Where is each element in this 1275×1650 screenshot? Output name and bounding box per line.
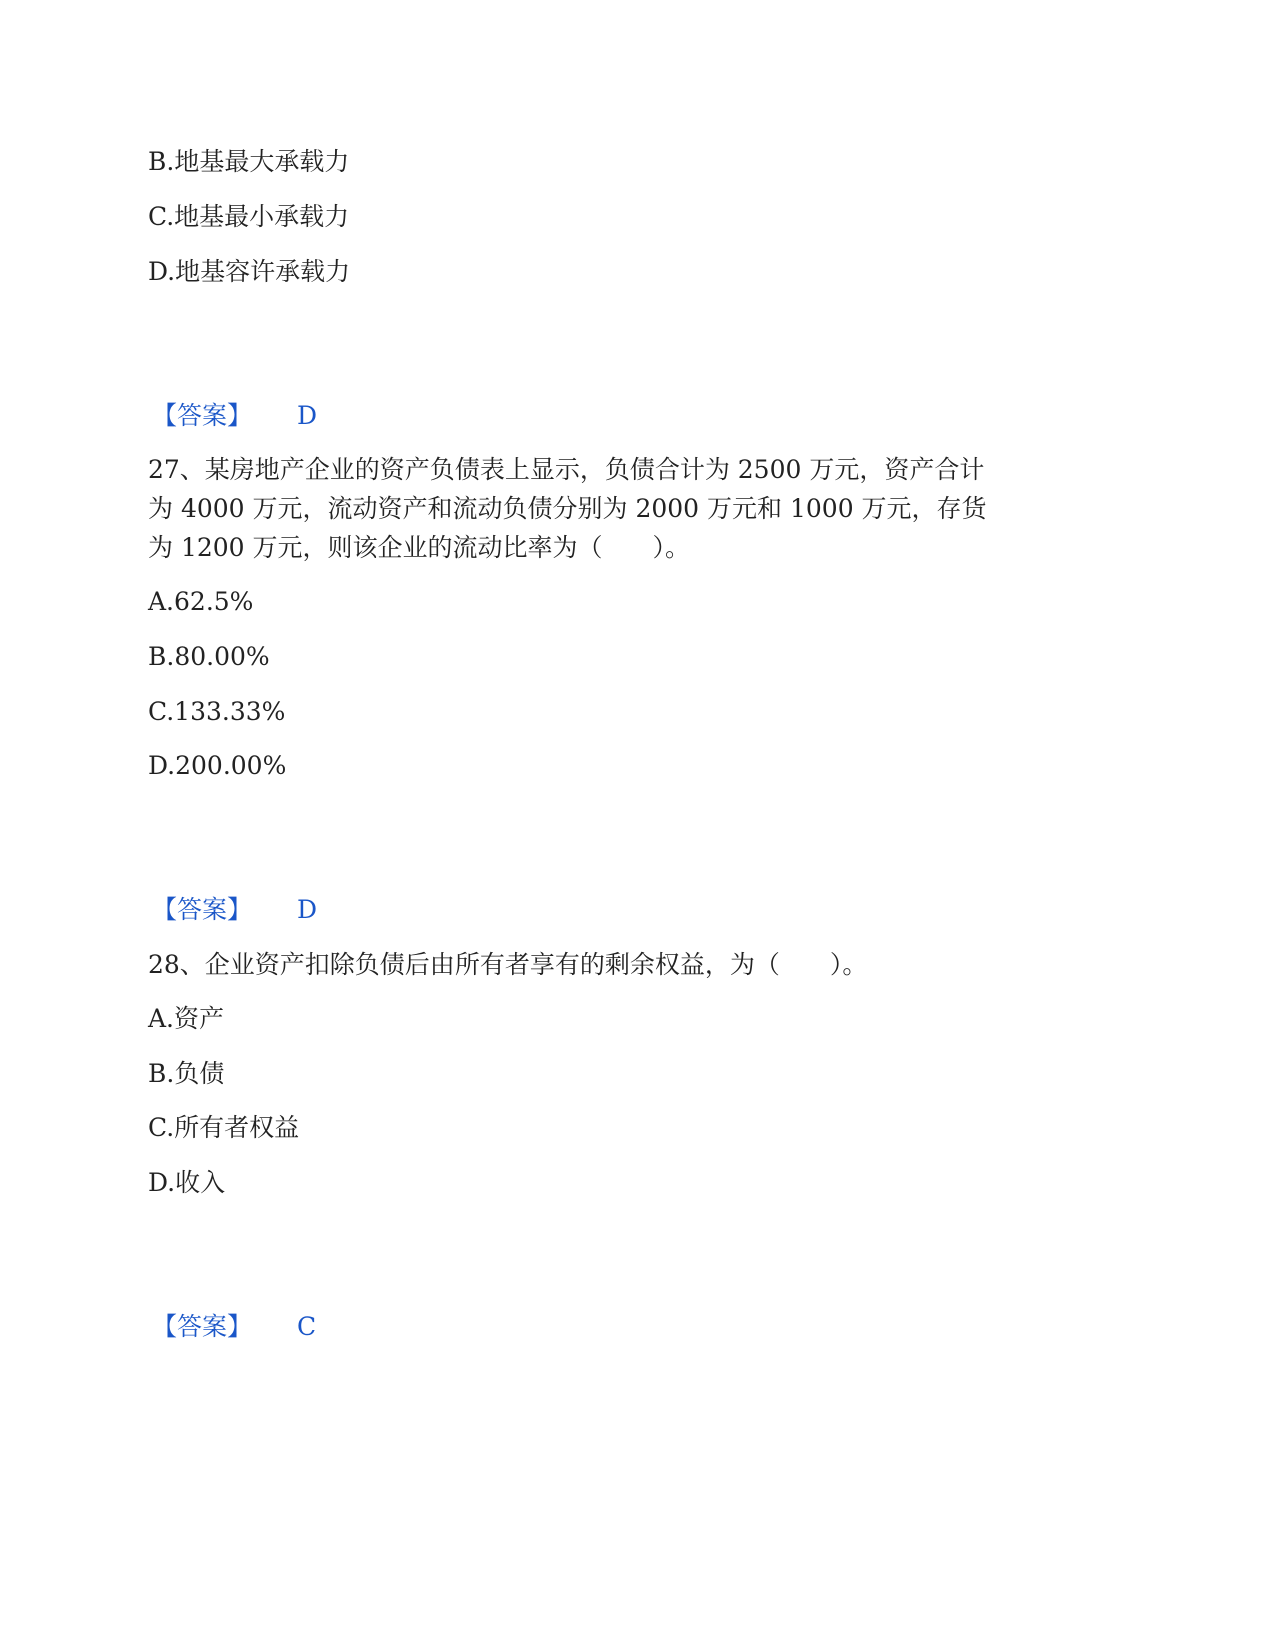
q26-option-d: D.地基容许承载力	[148, 257, 351, 286]
q27-option-b: B.80.00%	[148, 642, 270, 671]
q28-option-b: B.负债	[148, 1059, 225, 1088]
q27-answer	[152, 895, 318, 924]
q28-answer	[152, 1312, 317, 1341]
q26-option-b: B.地基最大承载力	[148, 147, 350, 176]
q27-stem-line-2: 为 4000 万元，流动资产和流动负债分别为 2000 万元和 1000 万元，存货	[148, 494, 987, 523]
answer-label: 【答案】	[152, 895, 253, 924]
q28-option-c: C.所有者权益	[148, 1113, 300, 1142]
q28-option-a: A.资产	[148, 1004, 225, 1033]
answer-label: 【答案】	[152, 1312, 253, 1341]
answer-label: 【答案】	[152, 401, 253, 430]
q27-option-a: A.62.5%	[148, 587, 254, 616]
q26-option-c: C.地基最小承载力	[148, 202, 350, 231]
answer-value: D	[297, 401, 318, 430]
q27-option-c: C.133.33%	[148, 697, 286, 726]
q27-option-d: D.200.00%	[148, 751, 287, 780]
q28-option-d: D.收入	[148, 1168, 226, 1197]
q27-stem-line-1: 27、某房地产企业的资产负债表上显示，负债合计为 2500 万元，资产合计	[148, 455, 985, 484]
q28-stem: 28、企业资产扣除负债后由所有者享有的剩余权益，为（ ）。	[148, 950, 868, 979]
q26-answer	[152, 401, 318, 430]
q27-stem-line-3: 为 1200 万元，则该企业的流动比率为（ ）。	[148, 533, 691, 562]
answer-value: D	[297, 895, 318, 924]
answer-value: C	[297, 1312, 317, 1341]
